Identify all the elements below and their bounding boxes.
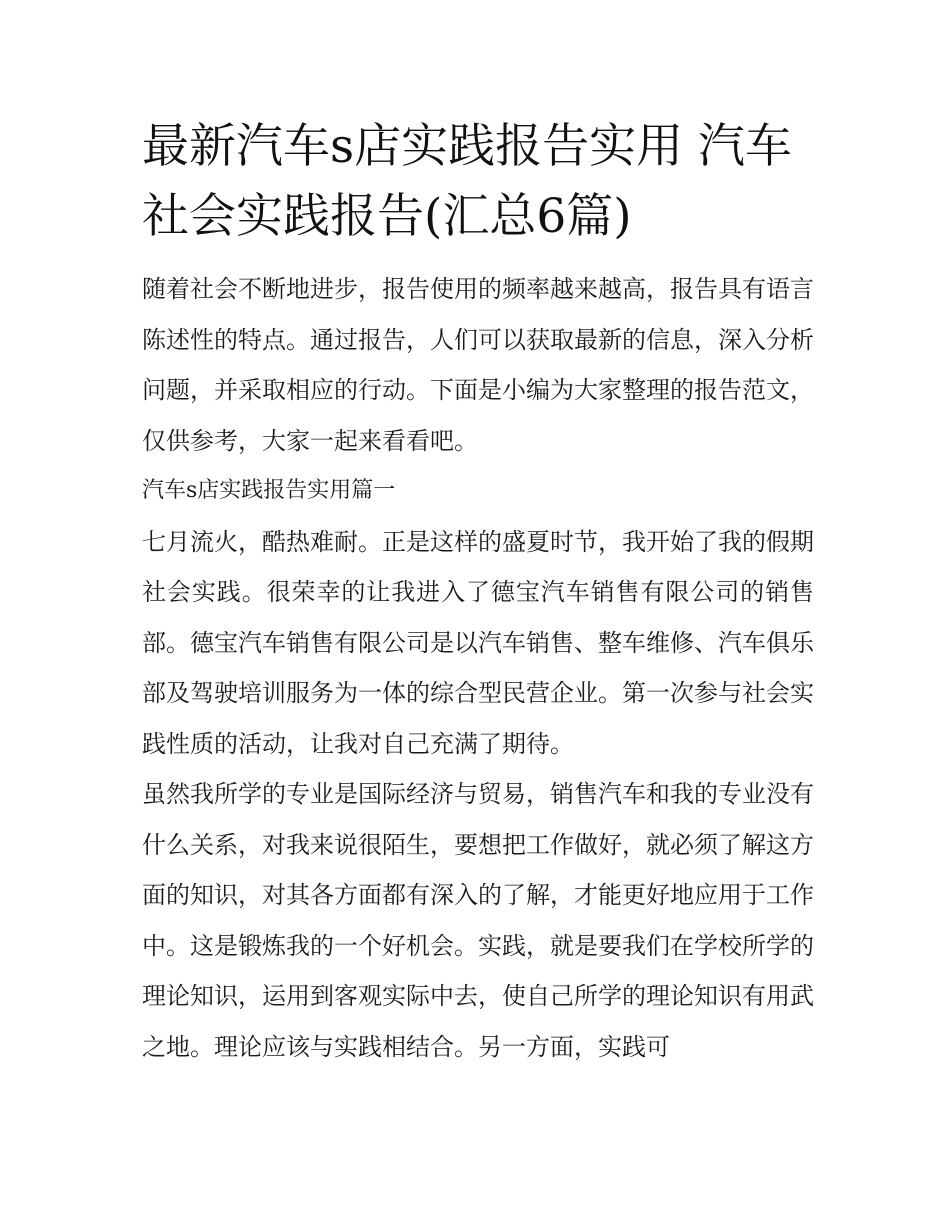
intro-paragraph: 随着社会不断地进步，报告使用的频率越来越高，报告具有语言陈述性的特点。通过报告，人们可以获取最新的信息，深入分析问题，并采取相应的行动。下面是小编为大家整理的报告范文，仅供参考，大家一起来看看吧。 bbox=[142, 275, 814, 455]
body-paragraph-2: 虽然我所学的专业是国际经济与贸易，销售汽车和我的专业没有什么关系，对我来说很陌生，要想把工作做好，就必须了解这方面的知识，对其各方面都有深入的了解，才能更好地应用于工作中。这是锻炼我的一个好机会。实践，就是要我们在学校所学的理论知识，运用到客观实际中去，使自己所学的理论知识有用武之地。理论应该与实践相结合。另一方面，实践可 bbox=[142, 780, 814, 1061]
document-body bbox=[142, 264, 814, 1072]
section-heading: 汽车s店实践报告实用篇一 bbox=[142, 478, 396, 503]
document-title: 最新汽车s店实践报告实用 汽车社会实践报告(汇总6篇) bbox=[142, 119, 793, 244]
body-paragraph-1: 七月流火，酷热难耐。正是这样的盛夏时节，我开始了我的假期社会实践。很荣幸的让我进入了德宝汽车销售有限公司的销售部。德宝汽车销售有限公司是以汽车销售、整车维修、汽车俱乐部及驾驶培训服务为一体的综合型民营企业。第一次参与社会实践性质的活动，让我对自己充满了期待。 bbox=[142, 527, 814, 758]
document-content bbox=[142, 112, 814, 1072]
